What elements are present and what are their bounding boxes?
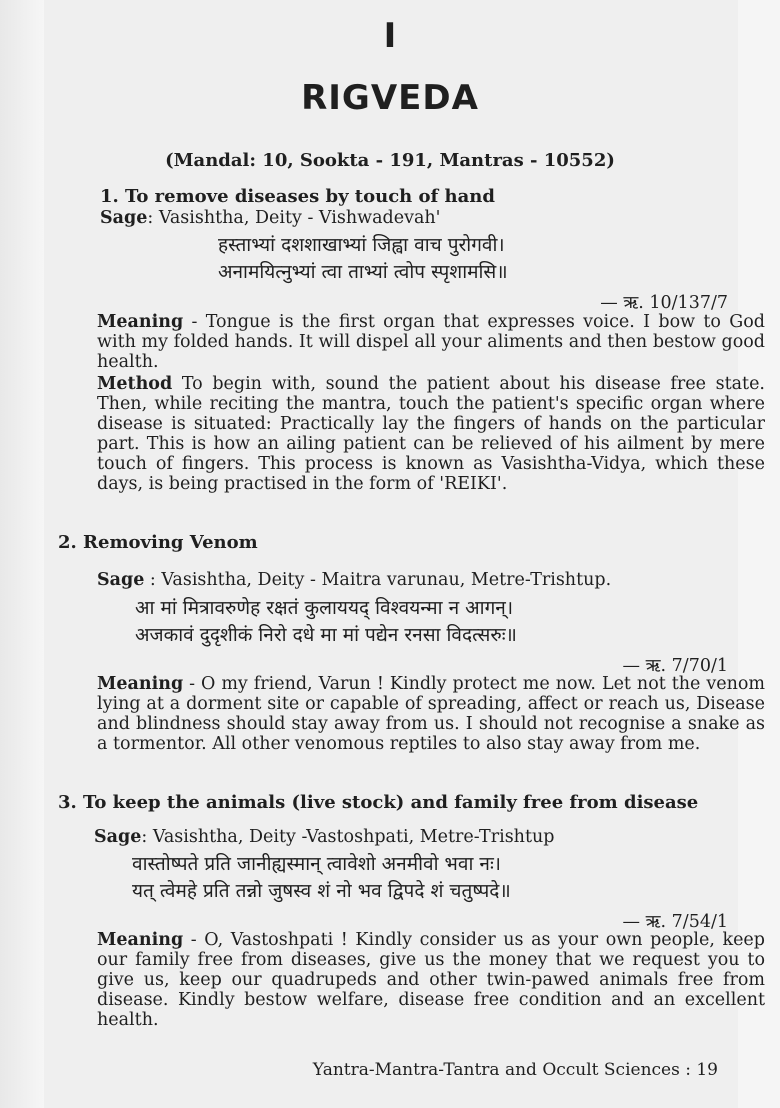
method-label: Method	[97, 374, 173, 394]
meaning-text: - O, Vastoshpati ! Kindly consider us as your own people, keep our family free from diseases, give us the money that we request you to give us, keep our quadrupeds and other twin-pawed animals free from disease. Kindly bestow welfare, disease free condition and an excellent health.	[97, 930, 765, 1030]
section-1-meaning	[57, 312, 765, 372]
method-text: To begin with, sound the patient about his disease free state. Then, while reciting the mantra, touch the patient's specific organ where disease is situated: Practically lay the fingers of hands on the particular part. This is how an ailing patient can be relieved of his ailment by mere touch of fingers. This process is known as Vasishtha-Vidya, which these days, is being practised in the form of 'REIKI'.	[97, 374, 765, 494]
chapter-number: I	[383, 16, 397, 56]
page-footer: Yantra-Mantra-Tantra and Occult Sciences : 19	[312, 1060, 718, 1080]
meaning-label: Meaning	[97, 930, 184, 950]
section-2-meaning	[57, 674, 765, 754]
section-3-mantra-line-2: यत् त्वेमहे प्रति तन्नो जुषस्व शं नो भव द्विपदे शं चतुष्पदे॥	[132, 880, 511, 902]
meaning-label: Meaning	[97, 312, 184, 332]
section-3-heading: 3. To keep the animals (live stock) and family free from disease	[58, 792, 699, 813]
sage-text: : Vasishtha, Deity - Maitra varunau, Metre-Trishtup.	[144, 570, 612, 590]
sage-text: : Vasishtha, Deity - Vishwadevah'	[147, 208, 441, 228]
section-1-method	[57, 374, 765, 494]
section-1-mantra-line-1: हस्ताभ्यां दशशाखाभ्यां जिह्वा वाच पुरोगवी।	[218, 234, 505, 256]
sage-label: Sage	[97, 570, 145, 590]
section-1-heading: 1. To remove diseases by touch of hand	[100, 186, 495, 207]
section-2-reference: — ऋ. 7/70/1	[622, 656, 728, 676]
section-1-sage	[100, 208, 440, 228]
section-2-sage	[97, 570, 611, 590]
section-3-sage	[94, 827, 554, 847]
sage-label: Sage	[94, 827, 142, 847]
meaning-text: - Tongue is the first organ that expresses voice. I bow to God with my folded hands. It will dispel all your aliments and then bestow good health.	[97, 312, 765, 372]
section-3-reference: — ऋ. 7/54/1	[622, 912, 728, 932]
section-1-reference: — ऋ. 10/137/7	[600, 293, 728, 313]
chapter-title: RIGVEDA	[301, 78, 479, 118]
section-2-mantra-line-2: अजकावं दुदृशीकं निरो दधे मा मां पद्येन रनसा विदत्सरुः॥	[135, 624, 517, 646]
sage-label: Sage	[100, 208, 148, 228]
sage-text: : Vasishtha, Deity -Vastoshpati, Metre-Trishtup	[141, 827, 555, 847]
section-2-mantra-line-1: आ मां मित्रावरुणेह रक्षतं कुलाययद् विश्वयन्मा न आगन्।	[135, 597, 514, 619]
section-3-mantra-line-1: वास्तोष्पते प्रति जानीह्यस्मान् त्वावेशो अनमीवो भवा नः।	[132, 853, 502, 875]
section-1-mantra-line-2: अनामयित्नुभ्यां त्वा ताभ्यां त्वोप स्पृशामसि॥	[218, 261, 508, 283]
meaning-text: - O my friend, Varun ! Kindly protect me now. Let not the venom lying at a dorment site or capable of spreading, affect or reach us, Disease and blindness should stay away from us. I should not recognise a snake as a tormentor. All other venomous reptiles to also stay away from me.	[97, 674, 765, 754]
section-3-meaning	[57, 930, 765, 1030]
meaning-label: Meaning	[97, 674, 184, 694]
section-2-heading: 2. Removing Venom	[58, 532, 258, 553]
chapter-subtitle: (Mandal: 10, Sookta - 191, Mantras - 10552)	[165, 150, 615, 171]
